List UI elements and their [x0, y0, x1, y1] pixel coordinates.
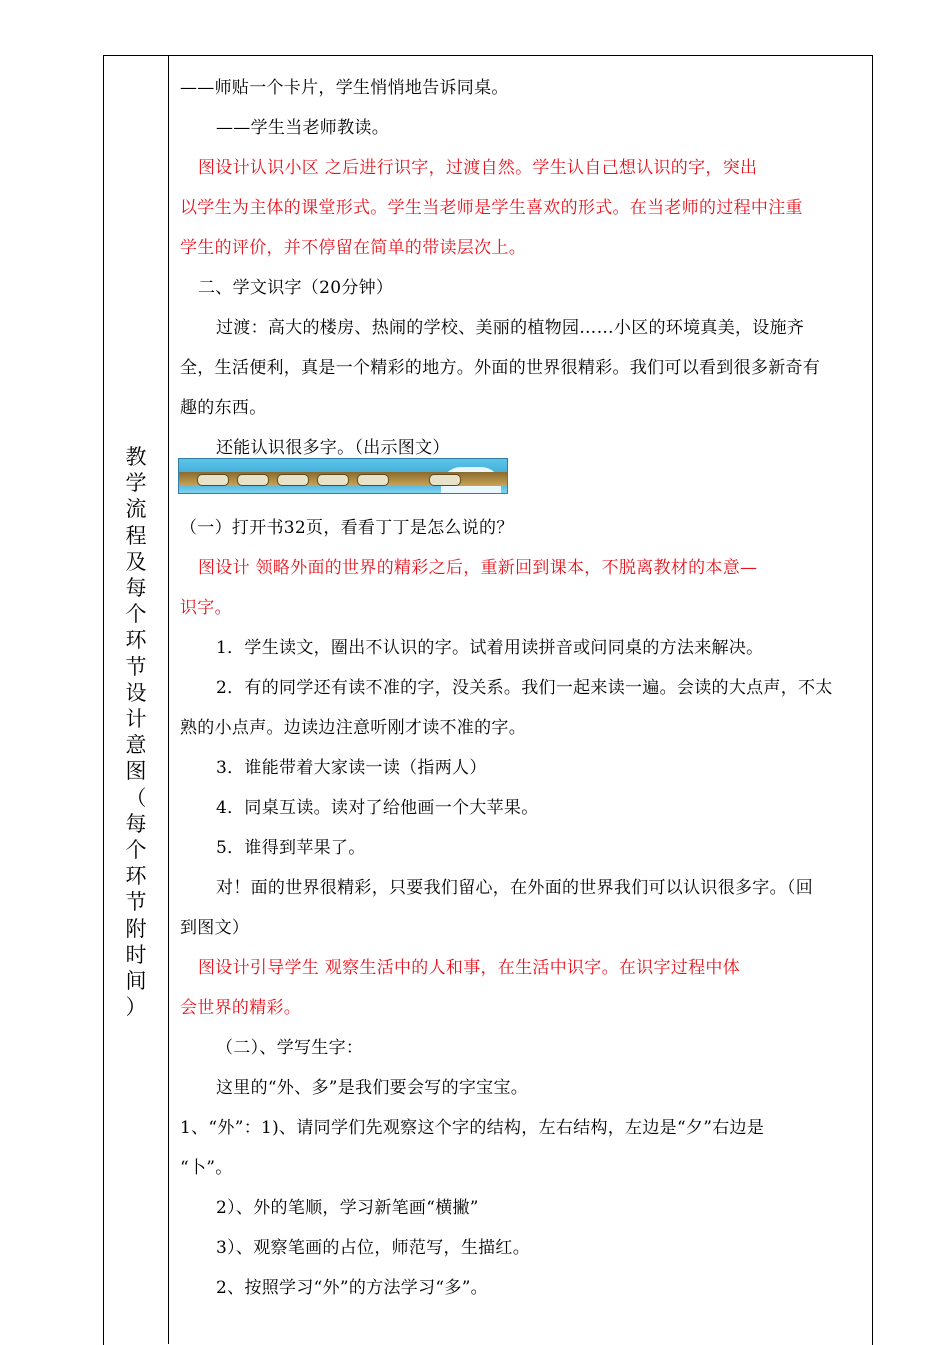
text-line: （一）打开书32页，看看丁丁是怎么说的？ — [180, 518, 514, 538]
text-line: 3．谁能带着大家读一读（指两人） — [216, 758, 487, 778]
left-label-char: ） — [125, 995, 147, 1020]
text-line: 4．同桌互读。读对了给他画一个大苹果。 — [216, 798, 539, 818]
left-label-char: 学 — [125, 471, 147, 496]
text-line: 2．有的同学还有读不准的字，没关系。我们一起来读一遍。会读的大点声，不太 — [216, 678, 833, 698]
left-label-char: 间 — [125, 969, 147, 994]
text-line: 3）、观察笔画的占位，师范写，生描红。 — [216, 1238, 531, 1258]
left-label-char: 设 — [125, 680, 147, 705]
text-line: “卜”。 — [180, 1158, 233, 1178]
text-line: 2、按照学习“外”的方法学习“多”。 — [216, 1278, 488, 1298]
left-label-char: 个 — [125, 838, 147, 863]
text-line: 2）、外的笔顺，学习新笔画“横撇” — [216, 1198, 479, 1218]
design-intent-line: 会世界的精彩。 — [180, 998, 302, 1018]
left-label-char: 计 — [125, 707, 147, 732]
text-line: 这里的“外、多”是我们要会写的字宝宝。 — [216, 1078, 529, 1098]
text-line: 二、学文识字（20分钟） — [198, 278, 394, 298]
left-label-char: 个 — [125, 602, 147, 627]
left-label-char: （ — [125, 785, 147, 810]
image-button — [429, 474, 461, 486]
text-line: （二）、学写生字： — [216, 1038, 364, 1058]
text-line: 还能认识很多字。（出示图文） — [216, 438, 450, 458]
text-line: 对！面的世界很精彩，只要我们留心，在外面的世界我们可以认识很多字。（回 — [216, 878, 813, 898]
design-intent-line: 图设计认识小区 之后进行识字，过渡自然。学生认自己想认识的字，突出 — [198, 158, 758, 178]
left-label-char: 教 — [125, 445, 147, 469]
text-line: 熟的小点声。边读边注意听刚才读不准的字。 — [180, 718, 526, 738]
left-label-char: 意 — [125, 733, 147, 758]
textbook-image — [178, 458, 508, 494]
text-line: 5．谁得到苹果了。 — [216, 838, 366, 858]
left-label-char: 图 — [125, 759, 147, 784]
text-line: ——学生当老师教读。 — [216, 118, 389, 138]
design-intent-line: 学生的评价，并不停留在简单的带读层次上。 — [180, 238, 526, 258]
left-label-char: 每 — [125, 576, 147, 601]
left-label-char: 附 — [125, 916, 147, 941]
design-intent-line: 以学生为主体的课堂形式。学生当老师是学生喜欢的形式。在当老师的过程中注重 — [180, 198, 803, 218]
text-line: ——师贴一个卡片，学生悄悄地告诉同桌。 — [180, 78, 509, 98]
text-line: 过渡：高大的楼房、热闹的学校、美丽的植物园……小区的环境真美，设施齐 — [216, 318, 805, 338]
left-label-char: 节 — [125, 890, 147, 915]
design-intent-line: 识字。 — [180, 598, 232, 618]
text-line: 1、“外”：1)、请同学们先观察这个字的结构，左右结构，左边是“夕”右边是 — [180, 1118, 765, 1138]
text-line: 1．学生读文，圈出不认识的字。试着用读拼音或问同桌的方法来解决。 — [216, 638, 764, 658]
left-column-label — [112, 444, 160, 1020]
left-label-char: 环 — [125, 864, 147, 889]
left-label-char: 每 — [125, 811, 147, 836]
design-intent-line: 图设计引导学生 观察生活中的人和事，在生活中识字。在识字过程中体 — [198, 958, 741, 978]
image-button — [277, 474, 309, 486]
column-divider — [168, 55, 169, 1344]
image-button — [237, 474, 269, 486]
image-button — [317, 474, 349, 486]
left-label-char: 环 — [125, 628, 147, 653]
left-label-char: 节 — [125, 654, 147, 679]
image-button — [197, 474, 229, 486]
left-label-char: 时 — [125, 942, 147, 967]
left-label-char: 及 — [125, 549, 147, 574]
left-label-char: 程 — [125, 523, 147, 548]
text-line: 到图文） — [180, 918, 250, 938]
image-button — [357, 474, 389, 486]
design-intent-line: 图设计 领略外面的世界的精彩之后，重新回到课本，不脱离教材的本意— — [198, 558, 758, 578]
left-label-char: 流 — [125, 497, 147, 522]
text-line: 趣的东西。 — [180, 398, 267, 418]
text-line: 全，生活便利，真是一个精彩的地方。外面的世界很精彩。我们可以看到很多新奇有 — [180, 358, 821, 378]
